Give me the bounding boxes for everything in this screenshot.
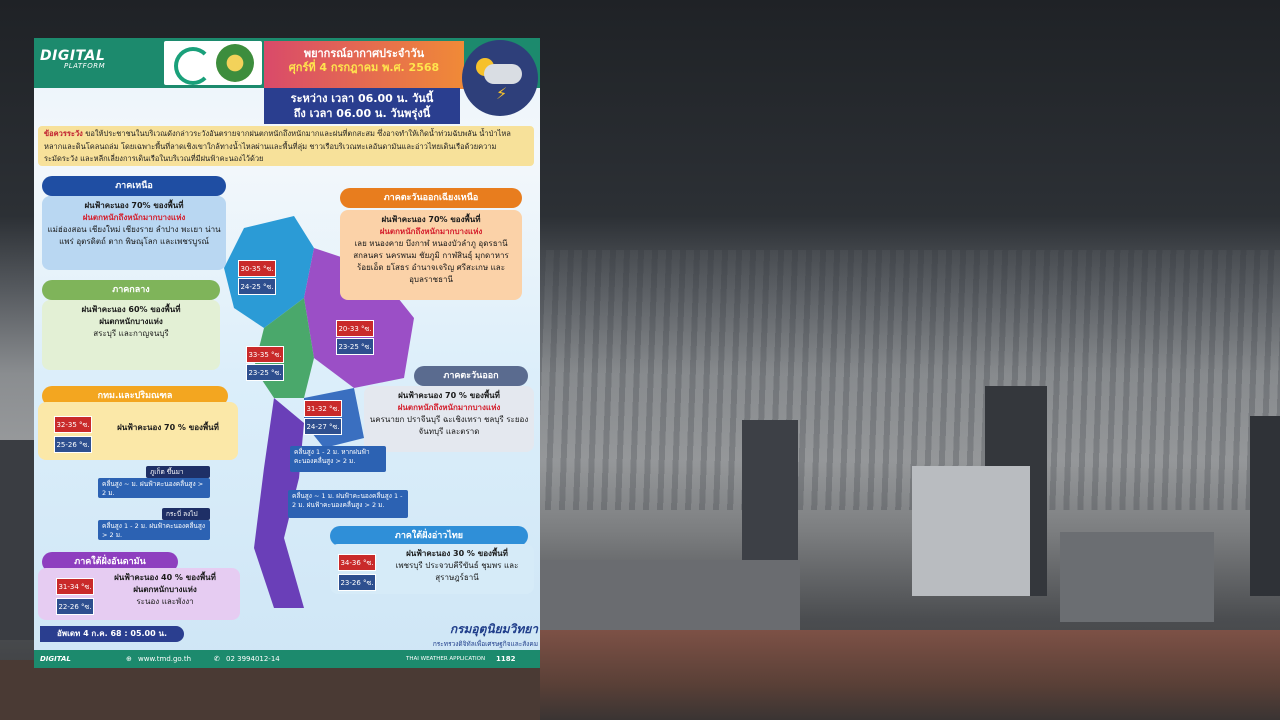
region-label-bkk: กทม.และปริมณฑล: [42, 386, 228, 406]
footer-website: www.tmd.go.th: [138, 655, 191, 663]
building: [1250, 416, 1280, 596]
globe-icon: ⊕: [126, 655, 132, 663]
region-label-east: ภาคตะวันออก: [414, 366, 528, 386]
wave-label-phuket: ภูเก็ต ขึ้นมา: [146, 466, 210, 478]
wave-info-krabi: คลื่นสูง 1 - 2 ม. ฝนฟ้าคะนองคลื่นสูง > 2 ม.: [98, 520, 210, 540]
caution-notice: ข้อควรระวัง ขอให้ประชาชนในบริเวณดังกล่าวระวังอันตรายจากฝนตกหนักถึงหนักมากและฝนที่ตกสะสม ซึ่งอาจทำให้เกิดน้ำท่วมฉับพลัน น้ำป่าไหลหลากและดินโคลนถล่ม โดยเฉพาะพื้นที่ลาดเชิงเขาใกล้ทางน้ำไหลผ่านและพื้นที่ลุ่ม ชาวเรือบริเวณทะเลอันดามันและอ่าวไทยเดินเรือด้วยความระมัดระวัง และหลีกเลี่ยงการเดินเรือในบริเวณที่มีฝนฟ้าคะนองไว้ด้วย: [38, 126, 534, 166]
temp-low-east: 24-27 °ซ.: [304, 418, 342, 435]
temp-low-central: 23-25 °ซ.: [246, 364, 284, 381]
temp-high-north: 30-35 °ซ.: [238, 260, 276, 277]
temp-low-northeast: 23-25 °ซ.: [336, 338, 374, 355]
region-label-andaman: ภาคใต้ฝั่งอันดามัน: [42, 552, 178, 572]
region-label-gulf-south: ภาคใต้ฝั่งอ่าวไทย: [330, 526, 528, 546]
building: [912, 466, 1030, 596]
temp-high-central: 33-35 °ซ.: [246, 346, 284, 363]
rain-curtain: [540, 250, 1280, 510]
footer-phone: 02 3994012-14: [226, 655, 280, 663]
infographic-footer: [34, 650, 540, 668]
phone-icon: ✆: [214, 655, 220, 663]
wave-label-krabi: กระบี่ ลงไป: [162, 508, 210, 520]
agency-logos: [164, 41, 262, 85]
region-label-north: ภาคเหนือ: [42, 176, 226, 196]
building: [540, 560, 800, 630]
digital-platform-logo: DIGITAL PLATFORM: [40, 48, 106, 70]
region-box-gulf-south: ฝนฟ้าคะนอง 30 % ของพื้นที่ เพชรบุรี ประจวบคีรีขันธ์ ชุมพร และสุราษฎร์ธานี: [330, 544, 534, 594]
temp-low-gulf-south: 23-26 °ซ.: [338, 574, 376, 591]
region-label-central: ภาคกลาง: [42, 280, 220, 300]
temp-high-bkk: 32-35 °ซ.: [54, 416, 92, 433]
region-box-bkk: ฝนฟ้าคะนอง 70 % ของพื้นที่: [38, 402, 238, 460]
footer-app: THAI WEATHER APPLICATION: [406, 656, 486, 662]
region-box-northeast: ฝนฟ้าคะนอง 70% ของพื้นที่ ฝนตกหนักถึงหนักมากบางแห่ง เลย หนองคาย บึงกาฬ หนองบัวลำภู อุดรธานี สกลนคร นครพนม ชัยภูมิ กาฬสินธุ์ มุกดาหาร ร้อยเอ็ด ยโสธร อำนาจเจริญ ศรีสะเกษ และอุบลราชธานี: [340, 210, 522, 300]
temp-low-bkk: 25-26 °ซ.: [54, 436, 92, 453]
forecast-title: พยากรณ์อากาศประจำวัน ศุกร์ที่ 4 กรกฎาคม พ.ศ. 2568: [264, 41, 464, 89]
rooftop: [0, 660, 540, 720]
building: [1060, 532, 1214, 622]
weather-forecast-infographic: [34, 38, 540, 668]
region-box-andaman: ฝนฟ้าคะนอง 40 % ของพื้นที่ ฝนตกหนักบางแห่ง ระนอง และพังงา: [38, 568, 240, 620]
building: [0, 440, 34, 640]
thunderstorm-weather-icon: ⚡: [462, 40, 538, 116]
temp-low-andaman: 22-26 °ซ.: [56, 598, 94, 615]
region-label-northeast: ภาคตะวันออกเฉียงเหนือ: [340, 188, 522, 208]
region-box-north: ฝนฟ้าคะนอง 70% ของพื้นที่ ฝนตกหนักถึงหนักมากบางแห่ง แม่ฮ่องสอน เชียงใหม่ เชียงราย ลำปาง พะเยา น่าน แพร่ อุตรดิตถ์ ตาก พิษณุโลก และเพชรบูรณ์: [42, 196, 226, 270]
region-box-central: ฝนฟ้าคะนอง 60% ของพื้นที่ ฝนตกหนักบางแห่ง สระบุรี และกาญจนบุรี: [42, 300, 220, 370]
temp-high-gulf-south: 34-36 °ซ.: [338, 554, 376, 571]
footer-hotline: 1182: [496, 655, 516, 663]
temp-low-north: 24-25 °ซ.: [238, 278, 276, 295]
tmd-seal-icon: [216, 44, 254, 82]
department-credit: กรมอุตุนิยมวิทยา กระทรวงดิจิทัลเพื่อเศรษฐกิจและสังคม: [432, 622, 538, 648]
temp-high-northeast: 20-33 °ซ.: [336, 320, 374, 337]
temp-high-east: 31-32 °ซ.: [304, 400, 342, 417]
update-timestamp: อัพเดท 4 ก.ค. 68 : 05.00 น.: [40, 626, 184, 642]
ministry-logo-icon: [174, 47, 212, 85]
wave-info-lower-gulf: คลื่นสูง ~ 1 ม. ฝนฟ้าคะนองคลื่นสูง 1 - 2 ม. ฝนฟ้าคะนองคลื่นสูง > 2 ม.: [288, 490, 408, 518]
forecast-period: ระหว่าง เวลา 06.00 น. วันนี้ ถึง เวลา 06.00 น. วันพรุ่งนี้: [264, 88, 460, 124]
wave-info-upper-gulf: คลื่นสูง 1 - 2 ม. หากฝนฟ้าคะนองคลื่นสูง > 2 ม.: [290, 446, 386, 472]
temp-high-andaman: 31-34 °ซ.: [56, 578, 94, 595]
rooftop: [540, 630, 1280, 720]
region-box-east: ฝนฟ้าคะนอง 70 % ของพื้นที่ ฝนตกหนักถึงหนักมากบางแห่ง นครนายก ปราจีนบุรี ฉะเชิงเทรา ชลบุรี ระยอง จันทบุรี และตราด: [364, 386, 534, 452]
wave-info-phuket: คลื่นสูง ~ ม. ฝนฟ้าคะนองคลื่นสูง > 2 ม.: [98, 478, 210, 498]
footer-brand: DIGITAL: [40, 655, 71, 663]
